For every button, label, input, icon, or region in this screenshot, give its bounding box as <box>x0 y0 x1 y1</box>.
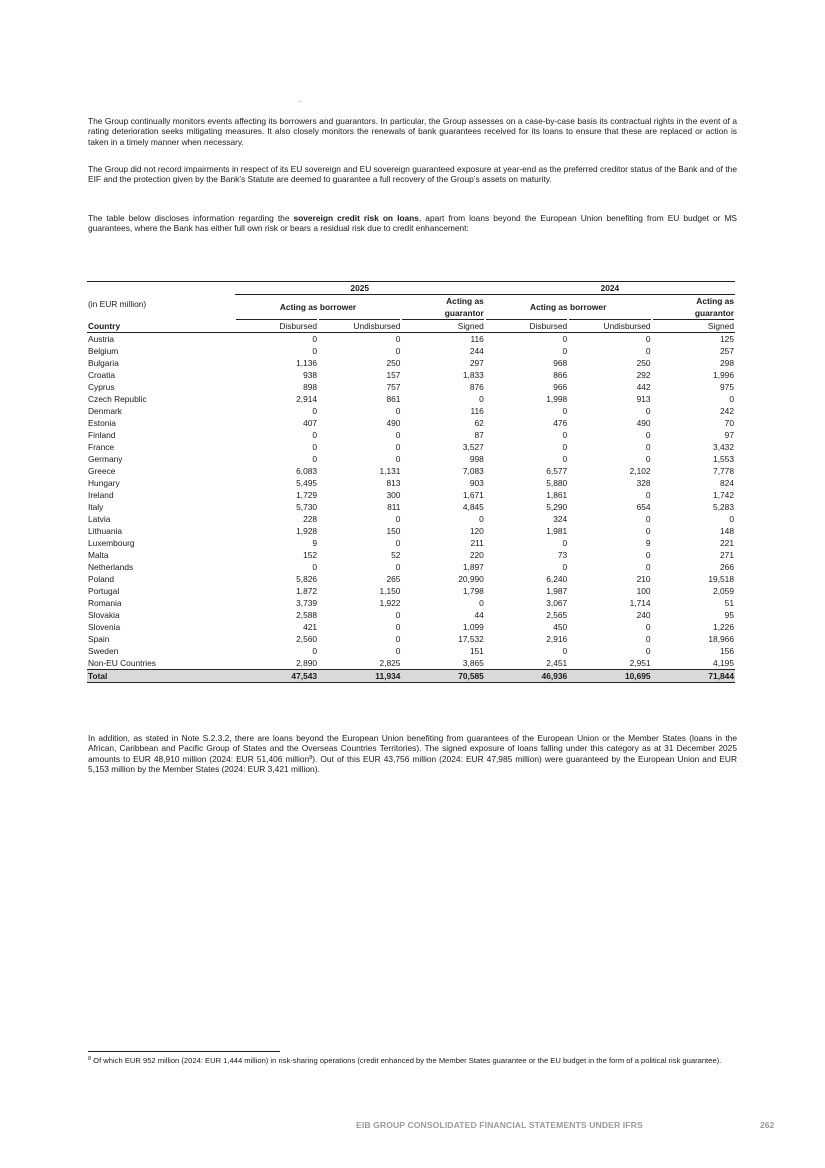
signed-2025-cell: 211 <box>470 538 484 548</box>
undisbursed-2024-cell: 1,714 <box>629 598 651 608</box>
country-cell: Non-EU Countries <box>88 658 156 668</box>
table-row <box>87 453 735 465</box>
signed-2025-cell: 151 <box>469 646 484 656</box>
undisbursed-2025-cell: 0 <box>395 562 401 572</box>
undisbursed-2025-cell: 0 <box>395 538 401 548</box>
table-row <box>87 393 735 405</box>
table-row <box>87 417 735 429</box>
year-header-row <box>87 282 735 295</box>
footnote-ref: 8 <box>309 754 313 761</box>
disbursed-2025-cell: 938 <box>303 370 318 380</box>
disbursed-2025-cell: 898 <box>303 382 318 392</box>
footnote-text: Of which EUR 952 million (2024: EUR 1,444 million) in risk-sharing operations (credit enhanced by the Member States guarantee or the EU budget in the form of a political risk guarantee). <box>91 1056 722 1065</box>
paragraph-beyond-eu <box>88 733 737 775</box>
intro-text-end: , apart from loans beyond the European Union benefiting from EU budget or MS guarantees, where the Bank has either full own risk or bears a residual risk due to credit enhancement: <box>88 213 738 234</box>
undisbursed-2025-cell: 1,922 <box>379 598 401 608</box>
disbursed-2025-cell: 0 <box>312 646 318 656</box>
country-cell: Ireland <box>88 490 114 500</box>
signed-2025-cell: 3,865 <box>462 658 484 668</box>
total-row <box>87 670 735 683</box>
signed-2025-cell: 4,845 <box>462 502 484 512</box>
guarantor-line1: Acting as <box>446 296 484 306</box>
country-cell: Italy <box>88 502 104 512</box>
undisbursed-2024-cell: 0 <box>645 490 651 500</box>
table-row <box>87 633 735 645</box>
year-2024-header: 2024 <box>485 282 735 295</box>
undisbursed-2024-cell: 250 <box>636 358 651 368</box>
beyond-eu-text-a: In addition, as stated in Note S.2.3.2, there are loans beyond the European Union benefiting from guarantees of the European Union or the Member States (loans in the African, Caribbean and Pacific Group of States and the Overseas Countries Territories). The signed exposure of loans falling under this category as at 31 December 2025 amounts to EUR 48,910 million (2024: EUR 51,406 million <box>88 733 737 764</box>
col-undisbursed-2025 <box>318 319 401 333</box>
guarantor-header-2024 <box>652 295 735 320</box>
borrower-header-2025: Acting as borrower <box>235 295 402 320</box>
country-cell: France <box>88 442 115 452</box>
undisbursed-2024-cell: 0 <box>645 550 651 560</box>
signed-2024-cell: 19,518 <box>708 574 734 584</box>
undisbursed-2025-cell: 2,825 <box>379 658 401 668</box>
undisbursed-2025-cell: 490 <box>386 418 401 428</box>
disbursed-2025-cell: 1,136 <box>296 358 318 368</box>
signed-2025-cell: 20,990 <box>458 574 484 584</box>
total-signed-2025: 70,585 <box>401 670 484 683</box>
undisbursed-2024-cell: 210 <box>636 574 651 584</box>
disbursed-2024-cell: 5,880 <box>546 478 568 488</box>
country-cell: Portugal <box>88 586 120 596</box>
undisbursed-2025-cell: 0 <box>395 514 401 524</box>
undisbursed-2025-cell: 265 <box>386 574 401 584</box>
signed-2024-cell: 95 <box>724 610 734 620</box>
col-undisbursed-label: Undisbursed <box>319 319 400 332</box>
country-cell: Slovakia <box>88 610 120 620</box>
undisbursed-2024-cell: 913 <box>636 394 651 404</box>
table-row <box>87 465 735 477</box>
footnote-rule <box>88 1051 280 1052</box>
signed-2025-cell: 1,897 <box>462 562 484 572</box>
signed-2025-cell: 220 <box>469 550 484 560</box>
country-cell: Bulgaria <box>88 358 119 368</box>
signed-2024-cell: 148 <box>720 526 734 536</box>
disbursed-2024-cell: 2,565 <box>546 610 568 620</box>
disbursed-2024-cell: 0 <box>562 334 568 344</box>
country-cell: Hungary <box>88 478 120 488</box>
disbursed-2024-cell: 866 <box>553 370 568 380</box>
table-row <box>87 597 735 609</box>
table-row <box>87 405 735 417</box>
signed-2024-cell: 0 <box>729 394 734 404</box>
signed-2024-cell: 1,553 <box>713 454 734 464</box>
table-row <box>87 441 735 453</box>
signed-2024-cell: 298 <box>720 358 734 368</box>
col-disbursed-label: Disbursed <box>486 319 567 332</box>
undisbursed-2024-cell: 0 <box>645 454 651 464</box>
undisbursed-2024-cell: 0 <box>645 442 651 452</box>
undisbursed-2024-cell: 0 <box>645 430 651 440</box>
col-undisbursed-label: Undisbursed <box>569 319 650 332</box>
undisbursed-2025-cell: 0 <box>395 634 401 644</box>
country-cell: Malta <box>88 550 109 560</box>
disbursed-2025-cell: 421 <box>303 622 318 632</box>
country-cell: Belgium <box>88 346 119 356</box>
table-row <box>87 501 735 513</box>
undisbursed-2024-cell: 328 <box>636 478 651 488</box>
disbursed-2025-cell: 407 <box>303 418 318 428</box>
undisbursed-2025-cell: 0 <box>395 454 401 464</box>
signed-2024-cell: 1,996 <box>713 370 734 380</box>
signed-2025-cell: 120 <box>469 526 484 536</box>
undisbursed-2024-cell: 442 <box>636 382 651 392</box>
undisbursed-2025-cell: 813 <box>386 478 401 488</box>
disbursed-2025-cell: 0 <box>312 346 318 356</box>
disbursed-2025-cell: 9 <box>312 538 318 548</box>
stray-dot: . <box>299 95 302 104</box>
disbursed-2025-cell: 2,560 <box>296 634 318 644</box>
table-row <box>87 429 735 441</box>
col-signed-2025 <box>401 319 484 333</box>
disbursed-2025-cell: 5,495 <box>296 478 318 488</box>
signed-2025-cell: 0 <box>479 598 484 608</box>
undisbursed-2025-cell: 0 <box>395 610 401 620</box>
guarantor-header-2025 <box>401 295 484 320</box>
signed-2025-cell: 297 <box>469 358 484 368</box>
total-undisbursed-2024: 10,695 <box>568 670 651 683</box>
country-cell: Finland <box>88 430 116 440</box>
col-undisbursed-2024 <box>568 319 651 333</box>
undisbursed-2024-cell: 0 <box>645 334 651 344</box>
table-row <box>87 537 735 549</box>
disbursed-2025-cell: 2,914 <box>296 394 318 404</box>
signed-2025-cell: 62 <box>474 418 484 428</box>
signed-2024-cell: 1,742 <box>713 490 734 500</box>
disbursed-2024-cell: 6,240 <box>546 574 568 584</box>
disbursed-2024-cell: 73 <box>557 550 568 560</box>
country-cell: Spain <box>88 634 110 644</box>
undisbursed-2025-cell: 250 <box>386 358 401 368</box>
signed-2024-cell: 97 <box>724 430 734 440</box>
undisbursed-2025-cell: 0 <box>395 334 401 344</box>
disbursed-2025-cell: 1,872 <box>296 586 318 596</box>
undisbursed-2024-cell: 0 <box>645 406 651 416</box>
disbursed-2024-cell: 2,916 <box>546 634 568 644</box>
disbursed-2025-cell: 5,730 <box>296 502 318 512</box>
undisbursed-2025-cell: 0 <box>395 430 401 440</box>
undisbursed-2024-cell: 292 <box>636 370 651 380</box>
total-signed-2024: 71,844 <box>652 670 735 683</box>
disbursed-2025-cell: 0 <box>312 334 318 344</box>
country-cell: Estonia <box>88 418 116 428</box>
table-row <box>87 621 735 633</box>
country-cell: Poland <box>88 574 115 584</box>
footnote <box>88 1056 737 1066</box>
undisbursed-2025-cell: 1,150 <box>379 586 401 596</box>
undisbursed-2024-cell: 0 <box>645 646 651 656</box>
undisbursed-2025-cell: 861 <box>386 394 401 404</box>
table-row <box>87 477 735 489</box>
disbursed-2025-cell: 0 <box>312 562 318 572</box>
col-signed-label: Signed <box>653 319 734 332</box>
undisbursed-2025-cell: 52 <box>391 550 401 560</box>
col-disbursed-2025 <box>235 319 318 333</box>
undisbursed-2025-cell: 757 <box>386 382 401 392</box>
guarantor-line1: Acting as <box>696 296 734 306</box>
disbursed-2024-cell: 0 <box>562 430 568 440</box>
col-signed-2024 <box>652 319 735 333</box>
disbursed-2024-cell: 0 <box>562 454 568 464</box>
signed-2025-cell: 876 <box>469 382 484 392</box>
signed-2025-cell: 244 <box>469 346 484 356</box>
signed-2025-cell: 3,527 <box>462 442 484 452</box>
country-cell: Netherlands <box>88 562 134 572</box>
disbursed-2024-cell: 476 <box>553 418 568 428</box>
country-cell: Luxembourg <box>88 538 135 548</box>
signed-2024-cell: 1,226 <box>713 622 734 632</box>
undisbursed-2024-cell: 0 <box>645 634 651 644</box>
country-cell: Croatia <box>88 370 115 380</box>
total-undisbursed-2025: 11,934 <box>318 670 401 683</box>
undisbursed-2025-cell: 0 <box>395 442 401 452</box>
disbursed-2024-cell: 1,998 <box>546 394 568 404</box>
signed-2024-cell: 824 <box>720 478 734 488</box>
disbursed-2024-cell: 450 <box>553 622 568 632</box>
disbursed-2024-cell: 6,577 <box>546 466 568 476</box>
disbursed-2024-cell: 966 <box>553 382 568 392</box>
disbursed-2025-cell: 0 <box>312 454 318 464</box>
undisbursed-2025-cell: 0 <box>395 622 401 632</box>
undisbursed-2024-cell: 490 <box>636 418 651 428</box>
table-row <box>87 657 735 670</box>
undisbursed-2025-cell: 811 <box>387 502 401 512</box>
disbursed-2024-cell: 1,987 <box>546 586 568 596</box>
table-row <box>87 561 735 573</box>
signed-2025-cell: 44 <box>474 610 484 620</box>
signed-2024-cell: 7,778 <box>713 466 734 476</box>
disbursed-2024-cell: 0 <box>562 562 568 572</box>
signed-2025-cell: 0 <box>479 394 484 404</box>
undisbursed-2024-cell: 9 <box>645 538 651 548</box>
table-row <box>87 489 735 501</box>
signed-2024-cell: 125 <box>720 334 734 344</box>
undisbursed-2024-cell: 0 <box>645 514 651 524</box>
signed-2024-cell: 5,283 <box>713 502 734 512</box>
disbursed-2025-cell: 0 <box>312 430 318 440</box>
guarantor-line2: guarantor <box>694 308 734 318</box>
signed-2025-cell: 1,671 <box>462 490 484 500</box>
signed-2025-cell: 7,083 <box>462 466 484 476</box>
paragraph-monitoring: The Group continually monitors events affecting its borrowers and guarantors. In particular, the Group assesses on a case-by-case basis its contractual rights in the event of a rating deterioration seeks mitigating measures. It also closely monitors the renewals of bank guarantees received for its loans to ensure that these are replaced or action is taken in a timely manner when necessary. <box>88 116 737 147</box>
beyond-eu-text-b: ). Out of this EUR 43,756 million (2024: EUR 47,985 million) were guaranteed by the European Union and EUR 5,153 million by the Member States (2024: EUR 3,421 million). <box>88 753 737 775</box>
footer-title: EIB GROUP CONSOLIDATED FINANCIAL STATEMENTS UNDER IFRS <box>356 1120 643 1130</box>
undisbursed-2024-cell: 654 <box>636 502 651 512</box>
footnote-number: 8 <box>88 1056 92 1062</box>
signed-2024-cell: 0 <box>729 514 734 524</box>
country-cell: Czech Republic <box>88 394 147 404</box>
disbursed-2024-cell: 2,451 <box>546 658 568 668</box>
intro-bold-term: sovereign credit risk on loans <box>293 213 419 223</box>
undisbursed-2025-cell: 0 <box>395 406 401 416</box>
country-cell: Germany <box>88 454 123 464</box>
disbursed-2025-cell: 6,083 <box>296 466 318 476</box>
table-row <box>87 381 735 393</box>
undisbursed-2024-cell: 240 <box>636 610 651 620</box>
column-header-row <box>87 319 735 333</box>
col-country: Country <box>87 319 235 333</box>
undisbursed-2025-cell: 0 <box>395 646 401 656</box>
undisbursed-2024-cell: 2,951 <box>629 658 651 668</box>
total-disbursed-2024: 46,936 <box>485 670 568 683</box>
sovereign-credit-risk-table <box>87 281 735 683</box>
year-header-blank <box>87 282 235 295</box>
disbursed-2024-cell: 1,981 <box>546 526 568 536</box>
country-cell: Cyprus <box>88 382 115 392</box>
country-cell: Sweden <box>88 646 119 656</box>
borrower-header-2024: Acting as borrower <box>485 295 652 320</box>
country-cell: Latvia <box>88 514 111 524</box>
undisbursed-2024-cell: 0 <box>645 622 651 632</box>
table-row <box>87 513 735 525</box>
signed-2025-cell: 116 <box>470 334 484 344</box>
country-cell: Denmark <box>88 406 122 416</box>
disbursed-2025-cell: 152 <box>303 550 318 560</box>
table-row <box>87 333 735 346</box>
total-disbursed-2025: 47,543 <box>235 670 318 683</box>
country-cell: Greece <box>88 466 116 476</box>
disbursed-2024-cell: 324 <box>553 514 568 524</box>
undisbursed-2024-cell: 0 <box>645 562 651 572</box>
signed-2025-cell: 116 <box>470 406 484 416</box>
signed-2024-cell: 2,059 <box>713 586 734 596</box>
disbursed-2024-cell: 0 <box>562 538 568 548</box>
table-row <box>87 573 735 585</box>
disbursed-2025-cell: 2,890 <box>296 658 318 668</box>
undisbursed-2025-cell: 0 <box>395 346 401 356</box>
signed-2024-cell: 18,966 <box>708 634 734 644</box>
disbursed-2025-cell: 3,739 <box>296 598 318 608</box>
signed-2025-cell: 0 <box>479 514 484 524</box>
table-row <box>87 345 735 357</box>
paragraph-impairments: The Group did not record impairments in respect of its EU sovereign and EU sovereign guaranteed exposure at year-end as the preferred creditor status of the Bank and of the EIF and the protection given by the Bank’s Statute are deemed to guarantee a full recovery of the Group’s assets on maturity. <box>88 164 737 185</box>
disbursed-2024-cell: 0 <box>562 646 568 656</box>
total-label: Total <box>87 670 235 683</box>
col-disbursed-label: Disbursed <box>236 319 317 332</box>
signed-2025-cell: 903 <box>469 478 484 488</box>
disbursed-2025-cell: 2,588 <box>296 610 318 620</box>
undisbursed-2024-cell: 2,102 <box>629 466 651 476</box>
signed-2024-cell: 70 <box>724 418 734 428</box>
col-signed-label: Signed <box>402 319 483 332</box>
signed-2024-cell: 221 <box>720 538 734 548</box>
undisbursed-2024-cell: 0 <box>645 526 651 536</box>
page-number: 262 <box>760 1120 775 1130</box>
disbursed-2024-cell: 0 <box>562 346 568 356</box>
signed-2024-cell: 156 <box>720 646 734 656</box>
disbursed-2024-cell: 0 <box>562 442 568 452</box>
signed-2025-cell: 998 <box>469 454 484 464</box>
disbursed-2024-cell: 1,861 <box>546 490 568 500</box>
undisbursed-2025-cell: 157 <box>386 370 401 380</box>
disbursed-2025-cell: 228 <box>303 514 318 524</box>
disbursed-2025-cell: 0 <box>312 406 318 416</box>
signed-2024-cell: 3,432 <box>713 442 734 452</box>
paragraph-table-intro <box>88 213 737 234</box>
group-header-row <box>87 295 735 320</box>
disbursed-2025-cell: 1,928 <box>296 526 318 536</box>
country-cell: Romania <box>88 598 122 608</box>
disbursed-2025-cell: 1,729 <box>296 490 318 500</box>
table-row <box>87 645 735 657</box>
table-row <box>87 525 735 537</box>
table-row <box>87 609 735 621</box>
signed-2024-cell: 975 <box>720 382 734 392</box>
signed-2024-cell: 257 <box>720 346 734 356</box>
table-row <box>87 357 735 369</box>
table-row <box>87 369 735 381</box>
undisbursed-2024-cell: 0 <box>645 346 651 356</box>
undisbursed-2025-cell: 1,131 <box>379 466 401 476</box>
undisbursed-2025-cell: 150 <box>386 526 401 536</box>
table-row <box>87 585 735 597</box>
signed-2025-cell: 87 <box>474 430 484 440</box>
disbursed-2024-cell: 3,067 <box>546 598 568 608</box>
disbursed-2024-cell: 968 <box>553 358 568 368</box>
disbursed-2024-cell: 5,290 <box>546 502 568 512</box>
signed-2024-cell: 242 <box>720 406 734 416</box>
col-disbursed-2024 <box>485 319 568 333</box>
signed-2025-cell: 1,798 <box>462 586 484 596</box>
guarantor-line2: guarantor <box>444 308 484 318</box>
signed-2025-cell: 17,532 <box>458 634 484 644</box>
signed-2025-cell: 1,833 <box>462 370 484 380</box>
disbursed-2024-cell: 0 <box>562 406 568 416</box>
intro-text-start: The table below discloses information regarding the <box>88 213 294 223</box>
signed-2024-cell: 271 <box>720 550 734 560</box>
signed-2024-cell: 51 <box>724 598 734 608</box>
country-cell: Lithuania <box>88 526 122 536</box>
country-cell: Austria <box>88 334 115 344</box>
unit-label: (in EUR million) <box>88 298 147 309</box>
signed-2025-cell: 1,099 <box>462 622 484 632</box>
table-row <box>87 549 735 561</box>
signed-2024-cell: 4,195 <box>713 658 734 668</box>
undisbursed-2025-cell: 300 <box>386 490 401 500</box>
country-cell: Slovenia <box>88 622 121 632</box>
undisbursed-2024-cell: 100 <box>636 586 651 596</box>
disbursed-2025-cell: 5,826 <box>296 574 318 584</box>
signed-2024-cell: 266 <box>720 562 734 572</box>
disbursed-2025-cell: 0 <box>312 442 318 452</box>
year-2025-header: 2025 <box>235 282 485 295</box>
